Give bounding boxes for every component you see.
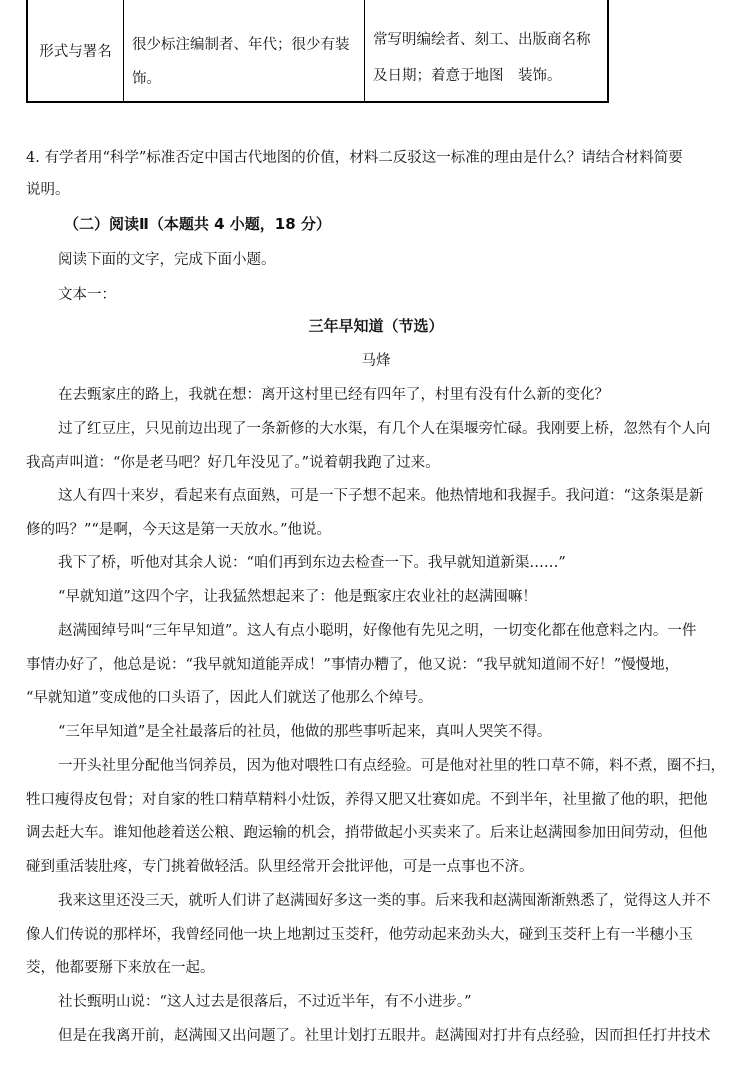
article-line: 一开头社里分配他当饲养员，因为他对喂牲口有点经验。可是他对社里的牲口草不筛，料不煮，圈不扫，	[58, 758, 725, 774]
article-line: “早就知道”变成他的口头语了，因此人们就送了他那么个绰号。	[26, 690, 433, 706]
article-line: 我下了桥，听他对其余人说：“咱们再到东边去检查一下。我早就知道新渠……”	[58, 555, 566, 571]
article-line: 调去赶大车。谁知他趁着送公粮、跑运输的机会，捎带做起小买卖来了。后来让赵满囤参加田间劳动，但他	[26, 825, 708, 841]
article-line: 但是在我离开前，赵满囤又出问题了。社里计划打五眼井。赵满囤对打井有点经验，因而担任打井技术	[58, 1028, 711, 1044]
article-title: 三年早知道（节选）	[308, 317, 444, 335]
article-line: 我高声叫道：“你是老马吧？好几年没见了。”说着朝我跑了过来。	[26, 455, 440, 471]
article-line: 这人有四十来岁，看起来有点面熟，可是一下子想不起来。他热情地和我握手。我问道：“这条渠是新	[58, 488, 704, 504]
article-line: 赵满囤绰号叫“三年早知道”。这人有点小聪明，好像他有先见之明，一切变化都在他意料之内。一件	[58, 623, 697, 639]
section-heading: （二）阅读Ⅱ（本题共 4 小题，18 分）	[64, 215, 331, 233]
question-4-line2: 说明。	[26, 182, 70, 198]
article-line: 修的吗？”“是啊，今天这是第一天放水。”他说。	[26, 522, 331, 538]
article-author: 马烽	[361, 353, 391, 369]
article-line: 过了红豆庄，只见前边出现了一条新修的大水渠，有几个人在渠堰旁忙碌。我刚要上桥，忽然有个人向	[58, 421, 711, 437]
article-line: 茭，他都要掰下来放在一起。	[26, 960, 215, 976]
article-line: “三年早知道”是全社最落后的社员，他做的那些事听起来，真叫人哭笑不得。	[58, 724, 552, 740]
table-row-label: 形式与署名	[28, 0, 124, 101]
article-line: 碰到重活装肚疼，专门挑着做轻活。队里经常开会批评他，可是一点事也不济。	[26, 859, 534, 875]
article-line: 牲口瘦得皮包骨；对自家的牲口精草精料小灶饭，养得又肥又壮赛如虎。不到半年，社里撤了他的职，把他	[26, 792, 708, 808]
table-cell-modern-line2: 及日期；着意于地图 装饰。	[373, 68, 562, 84]
article-line: “早就知道”这四个字，让我猛然想起来了：他是甄家庄农业社的赵满囤嘛！	[58, 589, 537, 605]
table-cell-modern-line1: 常写明编绘者、刻工、出版商名称	[373, 32, 591, 48]
article-line: 社长甄明山说：“这人过去是很落后，不过近半年，有不小进步。”	[58, 994, 472, 1010]
table-cell-modern	[365, 0, 607, 101]
text-label: 文本一：	[58, 287, 116, 303]
article-line: 事情办好了，他总是说：“我早就知道能弄成！”事情办糟了，他又说：“我早就知道闹不好！”慢慢地，	[26, 657, 680, 673]
reading-instruction: 阅读下面的文字，完成下面小题。	[58, 252, 276, 268]
article-line: 我来这里还没三天，就听人们讲了赵满囤好多这一类的事。后来我和赵满囤渐渐熟悉了，觉得这人并不	[58, 893, 711, 909]
article-line: 像人们传说的那样坏，我曾经同他一块上地割过玉茭秆，他劳动起来劲头大，碰到玉茭秆上有一半穗小玉	[26, 927, 693, 943]
table-cell-ancient: 很少标注编制者、年代；很少有装饰。	[124, 0, 365, 101]
comparison-table	[26, 0, 609, 103]
question-4-line1: 4. 有学者用“科学”标准否定中国古代地图的价值，材料二反驳这一标准的理由是什么？请结合材料简要	[26, 150, 683, 166]
article-line: 在去甄家庄的路上，我就在想：离开这村里已经有四年了，村里有没有什么新的变化？	[58, 387, 609, 403]
